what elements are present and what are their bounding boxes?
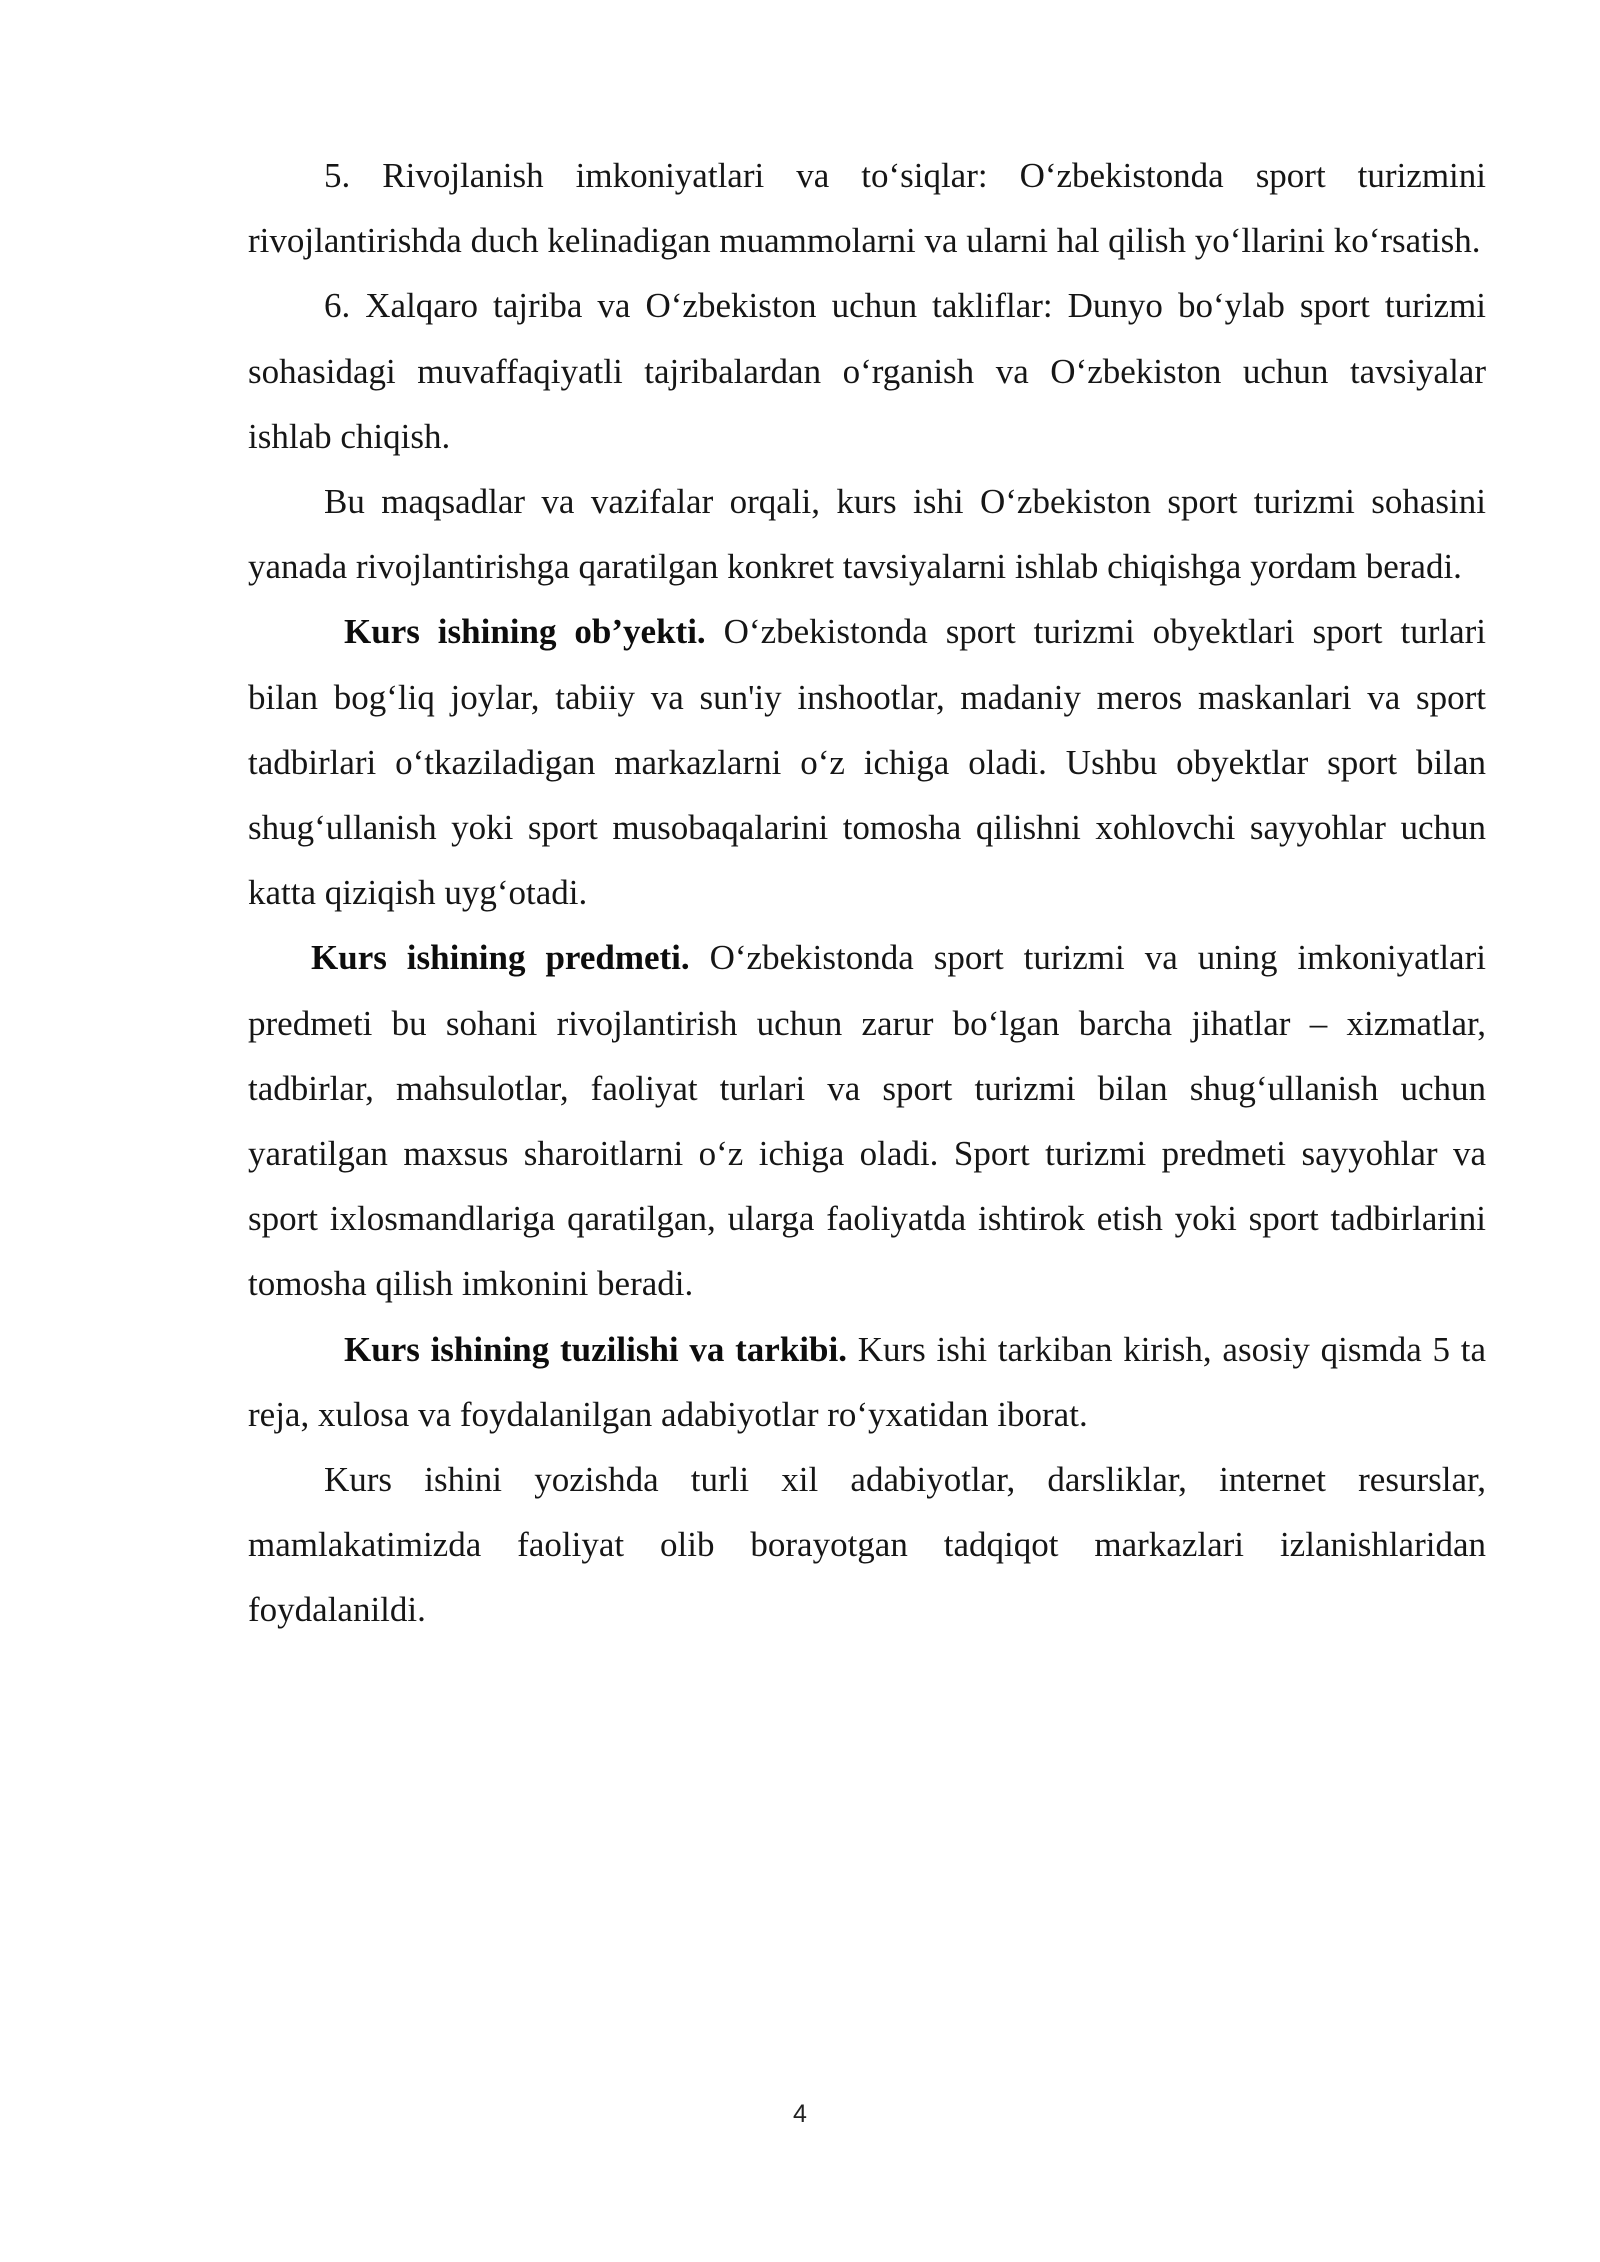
paragraph-text: Kurs ishini yozishda turli xil adabiyotlar, darsliklar, internet resurslar, mamlakatimizda faoliyat olib borayotgan tadqiqot markazlari izlanishlaridan foydalanildi. <box>248 1460 1486 1630</box>
paragraph-text: Kurs ishi tarkiban kirish, asosiy qismda 5 ta reja, xulosa va foydalanilgan adabiyotlar ro‘yxatidan iborat. <box>248 1329 1486 1434</box>
paragraph-text: O‘zbekistonda sport turizmi obyektlari sport turlari bilan bog‘liq joylar, tabiiy va sun'iy inshootlar, madaniy meros maskanlari va sport tadbirlari o‘tkaziladigan markazlarni o‘z ichiga oladi. Ushbu obyektlar sport bilan shug‘ullanish yoki sport musobaqalarini tomosha qilishni xohlovchi sayyohlar uchun katta qiziqish uyg‘otadi. <box>248 612 1486 913</box>
page-body <box>248 143 1486 1643</box>
paragraph-development-obstacles <box>248 143 1486 273</box>
paragraph-research-object <box>248 599 1486 925</box>
paragraph-lead-heading: Kurs ishining predmeti. <box>311 938 690 978</box>
paragraph-sources <box>248 1447 1486 1643</box>
paragraph-structure <box>248 1317 1486 1447</box>
paragraph-lead-heading: Kurs ishining tuzilishi va tarkibi. <box>344 1329 847 1369</box>
paragraph-text: Bu maqsadlar va vazifalar orqali, kurs ishi O‘zbekiston sport turizmi sohasini yanada rivojlantirishga qaratilgan konkret tavsiyalarni ishlab chiqishga yordam beradi. <box>248 482 1486 587</box>
page-number: 4 <box>793 2100 807 2128</box>
paragraph-research-subject <box>248 925 1486 1316</box>
paragraph-text: 5. Rivojlanish imkoniyatlari va to‘siqlar: O‘zbekistonda sport turizmini rivojlantirishda duch kelinadigan muammolarni va ularni hal qilish yo‘llarini ko‘rsatish. <box>248 156 1486 261</box>
paragraph-international-experience <box>248 273 1486 469</box>
paragraph-goals-summary <box>248 469 1486 599</box>
paragraph-text: O‘zbekistonda sport turizmi va uning imkoniyatlari predmeti bu sohani rivojlantirish uchun zarur bo‘lgan barcha jihatlar – xizmatlar, tadbirlar, mahsulotlar, faoliyat turlari va sport turizmi bilan shug‘ullanish uchun yaratilgan maxsus sharoitlarni o‘z ichiga oladi. Sport turizmi predmeti sayyohlar va sport ixlosmandlariga qaratilgan, ularga faoliyatda ishtirok etish yoki sport tadbirlarini tomosha qilish imkonini beradi. <box>248 938 1486 1304</box>
paragraph-text: 6. Xalqaro tajriba va O‘zbekiston uchun takliflar: Dunyo bo‘ylab sport turizmi sohasidagi muvaffaqiyatli tajribalardan o‘rganish va O‘zbekiston uchun tavsiyalar ishlab chiqish. <box>248 286 1486 456</box>
paragraph-lead-heading: Kurs ishining ob’yekti. <box>344 612 706 652</box>
